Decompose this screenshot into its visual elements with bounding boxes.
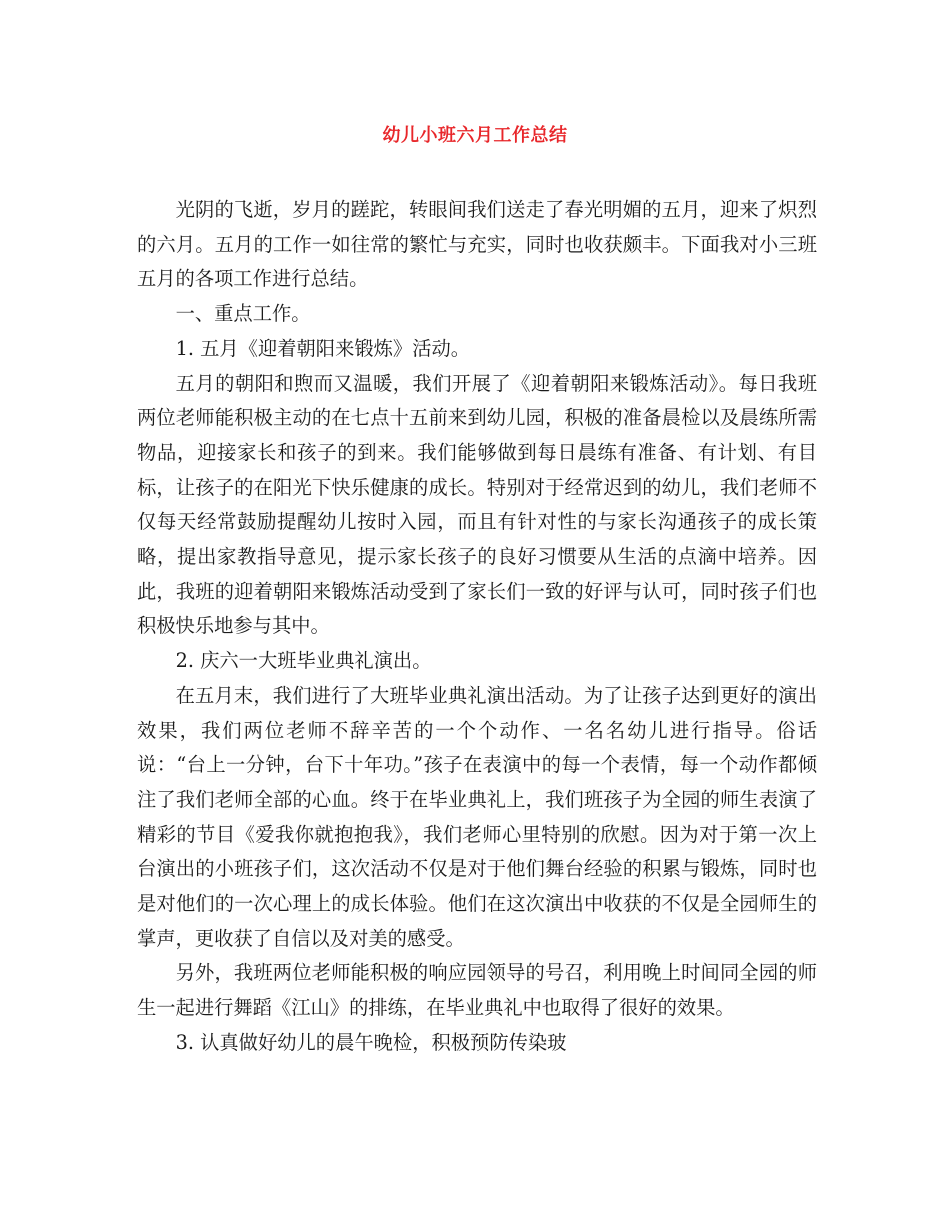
- paragraph-graduation-show: 在五月末，我们进行了大班毕业典礼演出活动。为了让孩子达到更好的演出效果，我们两位老师不辞辛苦的一个个动作、一名名幼儿进行指导。俗话说：“台上一分钟，台下十年功。”孩子在表演中的每一个表情，每一个动作都倾注了我们老师全部的心血。终于在毕业典礼上，我们班孩子为全园的师生表演了精彩的节目《爱我你就抱抱我》，我们老师心里特别的欣慰。因为对于第一次上台演出的小班孩子们，这次活动不仅是对于他们舞台经验的积累与锻炼，同时也是对他们的一次心理上的成长体验。他们在这次演出中收获的不仅是全园师生的掌声，更收获了自信以及对美的感受。: [137, 683, 817, 950]
- document-title: 幼儿小班六月工作总结: [382, 125, 568, 146]
- paragraph-dance-rehearsal: 另外，我班两位老师能积极的响应园领导的号召，利用晚上时间同全园的师生一起进行舞蹈《江山》的排练，在毕业典礼中也取得了很好的效果。: [137, 961, 817, 1020]
- paragraph-intro: 光阴的飞逝，岁月的蹉跎，转眼间我们送走了春光明媚的五月，迎来了炽烈的六月。五月的工作一如往常的繁忙与充实，同时也收获颇丰。下面我对小三班五月的各项工作进行总结。: [137, 198, 817, 291]
- item-heading-morning-exercise: 1. 五月《迎着朝阳来锻炼》活动。: [175, 336, 471, 360]
- item-heading-health-check: 3. 认真做好幼儿的晨午晚检，积极预防传染玻: [175, 1030, 567, 1054]
- paragraph-morning-exercise: 五月的朝阳和煦而又温暖，我们开展了《迎着朝阳来锻炼活动》。每日我班两位老师能积极主动的在七点十五前来到幼儿园，积极的准备晨检以及晨练所需物品，迎接家长和孩子的到来。我们能够做到每日晨练有准备、有计划、有目标，让孩子的在阳光下快乐健康的成长。特别对于经常迟到的幼儿，我们老师不仅每天经常鼓励提醒幼儿按时入园，而且有针对性的与家长沟通孩子的成长策略，提出家教指导意见，提示家长孩子的良好习惯要从生活的点滴中培养。因此，我班的迎着朝阳来锻炼活动受到了家长们一致的好评与认可，同时孩子们也积极快乐地参与其中。: [137, 371, 817, 638]
- item-heading-graduation-show: 2. 庆六一大班毕业典礼演出。: [175, 649, 432, 673]
- section-heading-key-work: 一、重点工作。: [175, 302, 311, 326]
- document-body: [137, 193, 817, 1061]
